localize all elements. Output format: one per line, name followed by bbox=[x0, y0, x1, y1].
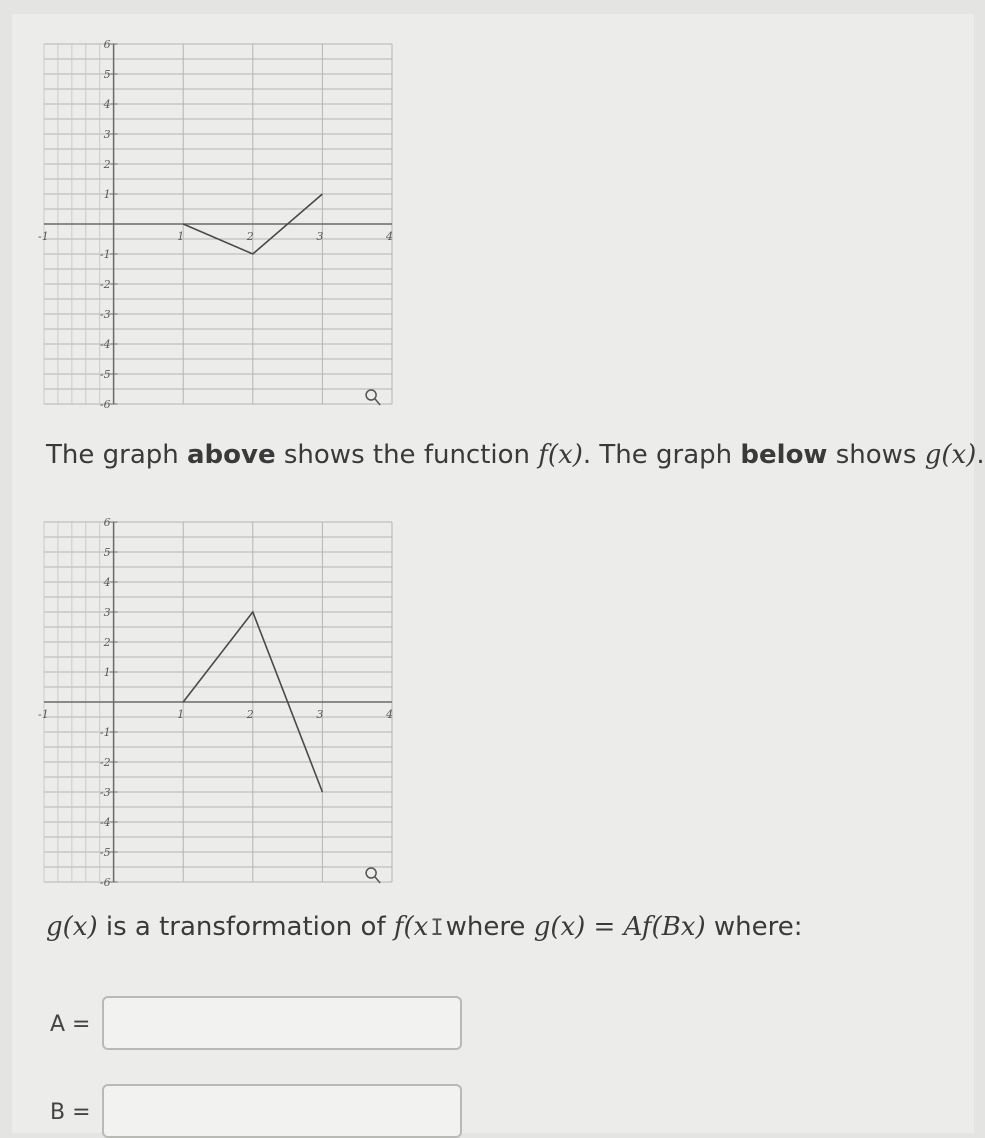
x-tick-label: 1 bbox=[177, 230, 185, 243]
y-tick-label: -6 bbox=[99, 876, 111, 889]
fx-symbol: f(x bbox=[393, 912, 429, 942]
magnify-lens bbox=[366, 868, 376, 878]
desc-part: shows bbox=[827, 440, 925, 470]
y-tick-label: 2 bbox=[103, 158, 111, 171]
a-input[interactable] bbox=[102, 996, 462, 1050]
y-tick-label: 5 bbox=[103, 546, 111, 559]
b-input[interactable] bbox=[102, 1084, 462, 1138]
desc-part: shows the function bbox=[275, 440, 539, 470]
y-tick-label: 6 bbox=[103, 516, 111, 529]
y-tick-label: -1 bbox=[99, 726, 111, 739]
desc-part: The graph bbox=[46, 440, 187, 470]
x-tick-label: 3 bbox=[316, 708, 324, 721]
y-tick-label: 1 bbox=[103, 188, 111, 201]
y-tick-label: 4 bbox=[103, 576, 111, 589]
y-tick-label: 3 bbox=[103, 128, 111, 141]
y-tick-label: 5 bbox=[103, 68, 111, 81]
desc-part: . The graph bbox=[582, 440, 741, 470]
graph-f bbox=[36, 36, 406, 416]
desc-above: above bbox=[187, 440, 276, 470]
x-tick-label: 2 bbox=[246, 708, 254, 721]
y-tick-label: 1 bbox=[103, 666, 111, 679]
y-tick-label: -5 bbox=[99, 846, 111, 859]
y-tick-label: 2 bbox=[103, 636, 111, 649]
trans-part: is a transformation of bbox=[97, 912, 394, 942]
y-tick-label: -1 bbox=[99, 248, 111, 261]
gx-symbol: g(x) bbox=[924, 440, 977, 470]
fx-symbol: f(x) bbox=[538, 440, 583, 470]
y-tick-label: -2 bbox=[99, 756, 111, 769]
graph-g bbox=[36, 514, 406, 894]
magnify-icon bbox=[366, 868, 380, 883]
x-tick-label: -1 bbox=[38, 230, 49, 243]
description-text bbox=[46, 440, 985, 470]
transformation-text bbox=[46, 912, 803, 942]
equation: g(x) = Af(Bx) bbox=[533, 912, 706, 942]
y-tick-label: -4 bbox=[99, 338, 111, 351]
y-tick-label: 6 bbox=[103, 38, 111, 51]
graph-f-svg bbox=[36, 36, 406, 416]
y-tick-label: -6 bbox=[99, 398, 111, 411]
y-tick-label: 4 bbox=[103, 98, 111, 111]
desc-part: . bbox=[976, 440, 985, 470]
magnify-lens bbox=[366, 390, 376, 400]
y-tick-label: -3 bbox=[99, 786, 111, 799]
trans-part: where: bbox=[705, 912, 803, 942]
text-cursor-icon: I bbox=[430, 916, 444, 941]
y-tick-label: -3 bbox=[99, 308, 111, 321]
b-label: B = bbox=[50, 1100, 91, 1125]
x-tick-label: 4 bbox=[386, 230, 393, 243]
magnify-icon bbox=[366, 390, 380, 405]
x-tick-label: 1 bbox=[177, 708, 185, 721]
graph-g-svg bbox=[36, 514, 406, 894]
desc-below: below bbox=[740, 440, 828, 470]
y-tick-label: -2 bbox=[99, 278, 111, 291]
x-tick-label: 3 bbox=[316, 230, 324, 243]
x-tick-label: 2 bbox=[246, 230, 254, 243]
y-tick-label: 3 bbox=[103, 606, 111, 619]
question-page bbox=[12, 14, 985, 1133]
y-tick-label: -4 bbox=[99, 816, 111, 829]
gx-symbol: g(x) bbox=[46, 912, 98, 942]
y-tick-label: -5 bbox=[99, 368, 111, 381]
trans-part: where bbox=[445, 912, 534, 942]
x-tick-label: -1 bbox=[38, 708, 49, 721]
a-label: A = bbox=[50, 1012, 91, 1037]
x-tick-label: 4 bbox=[386, 708, 393, 721]
